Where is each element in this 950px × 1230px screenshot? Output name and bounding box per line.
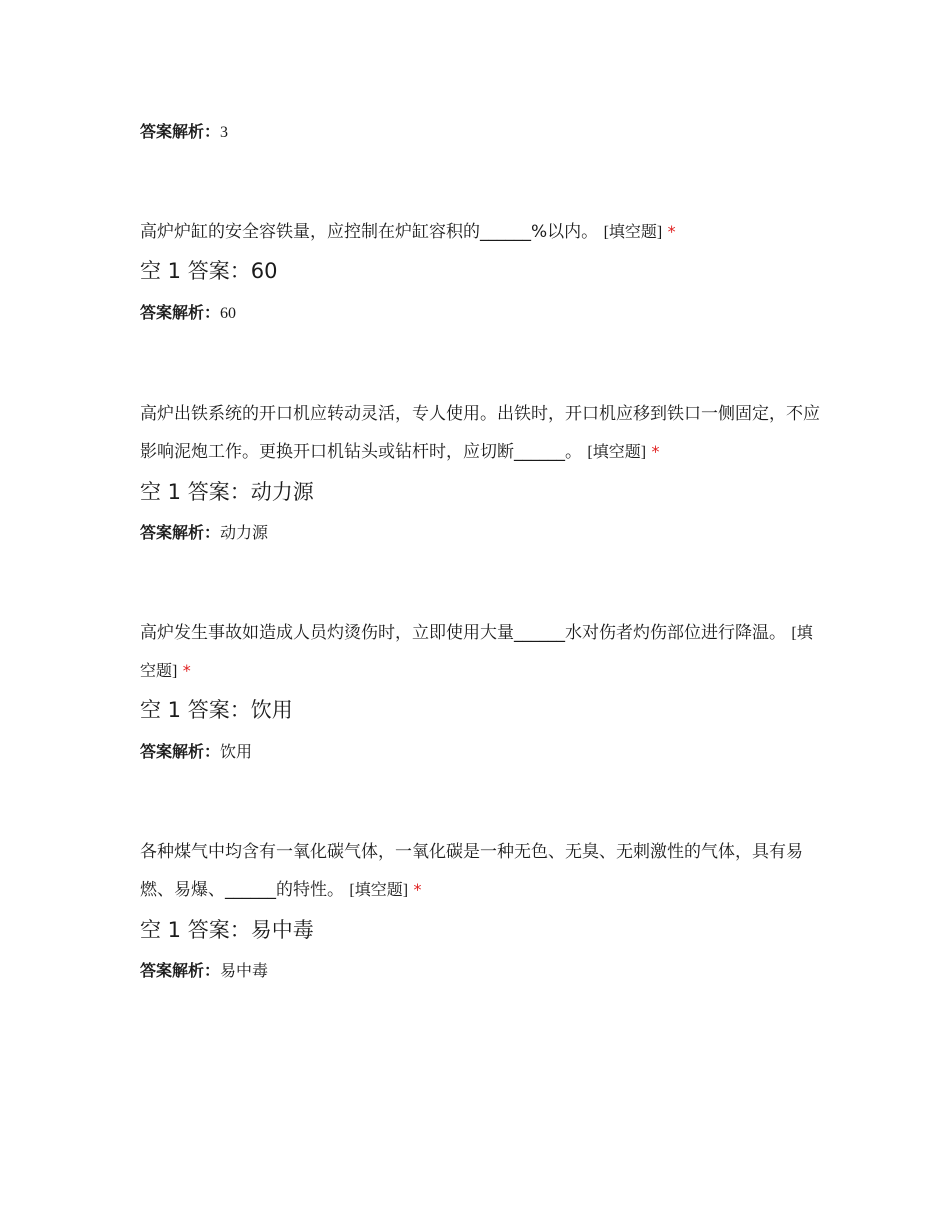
question-text — [140, 213, 820, 251]
question-body: 高炉出铁系统的开口机应转动灵活，专人使用。出铁时，开口机应移到铁口一侧固定，不应影响泥炮工作。更换开口机钻头或钻杆时，应切断______。 — [140, 404, 820, 462]
explanation-value: 动力源 — [220, 523, 269, 542]
explanation-label: 答案解析： — [140, 742, 221, 761]
explanation-value: 饮用 — [220, 742, 253, 761]
answer-prefix: 空 1 答案： — [140, 918, 251, 942]
explanation-label: 答案解析： — [140, 303, 221, 322]
answer-explanation — [140, 740, 252, 764]
blank-answer — [140, 695, 293, 725]
question-body: 高炉发生事故如造成人员灼烫伤时，立即使用大量______水对伤者灼伤部位进行降温。 — [140, 623, 786, 643]
question-type-tag: [填空题] — [587, 444, 647, 461]
required-marker: * — [667, 222, 676, 241]
question-type-tag: [填空题] — [140, 625, 813, 680]
explanation-value: 60 — [220, 305, 237, 322]
explanation-label: 答案解析： — [140, 122, 221, 141]
blank-answer — [140, 256, 277, 286]
answer-explanation — [140, 301, 236, 326]
blank-answer — [140, 915, 314, 945]
required-marker: * — [182, 661, 191, 680]
answer-explanation — [140, 120, 228, 145]
question-text — [140, 396, 820, 471]
answer-explanation — [140, 959, 268, 983]
explanation-label: 答案解析： — [140, 523, 221, 542]
question-body: 各种煤气中均含有一氧化碳气体，一氧化碳是一种无色、无臭、无刺激性的气体，具有易燃、易爆、______的特性。 — [140, 842, 803, 900]
explanation-value: 3 — [220, 124, 229, 141]
question-text — [140, 834, 820, 909]
question-body: 高炉炉缸的安全容铁量，应控制在炉缸容积的______%以内。 — [140, 222, 599, 242]
answer-value: 易中毒 — [250, 918, 314, 942]
answer-prefix: 空 1 答案： — [140, 698, 251, 722]
answer-value: 动力源 — [250, 480, 314, 504]
required-marker: * — [413, 880, 422, 899]
question-type-tag: [填空题] — [349, 882, 409, 899]
explanation-value: 易中毒 — [220, 961, 269, 980]
answer-value: 饮用 — [250, 698, 293, 722]
blank-answer — [140, 477, 314, 507]
answer-explanation — [140, 521, 268, 545]
answer-prefix: 空 1 答案： — [140, 480, 251, 504]
question-text — [140, 615, 820, 690]
answer-prefix: 空 1 答案： — [140, 259, 251, 283]
required-marker: * — [651, 442, 660, 461]
question-type-tag: [填空题] — [603, 224, 663, 241]
answer-value: 60 — [250, 259, 278, 283]
explanation-label: 答案解析： — [140, 961, 221, 980]
